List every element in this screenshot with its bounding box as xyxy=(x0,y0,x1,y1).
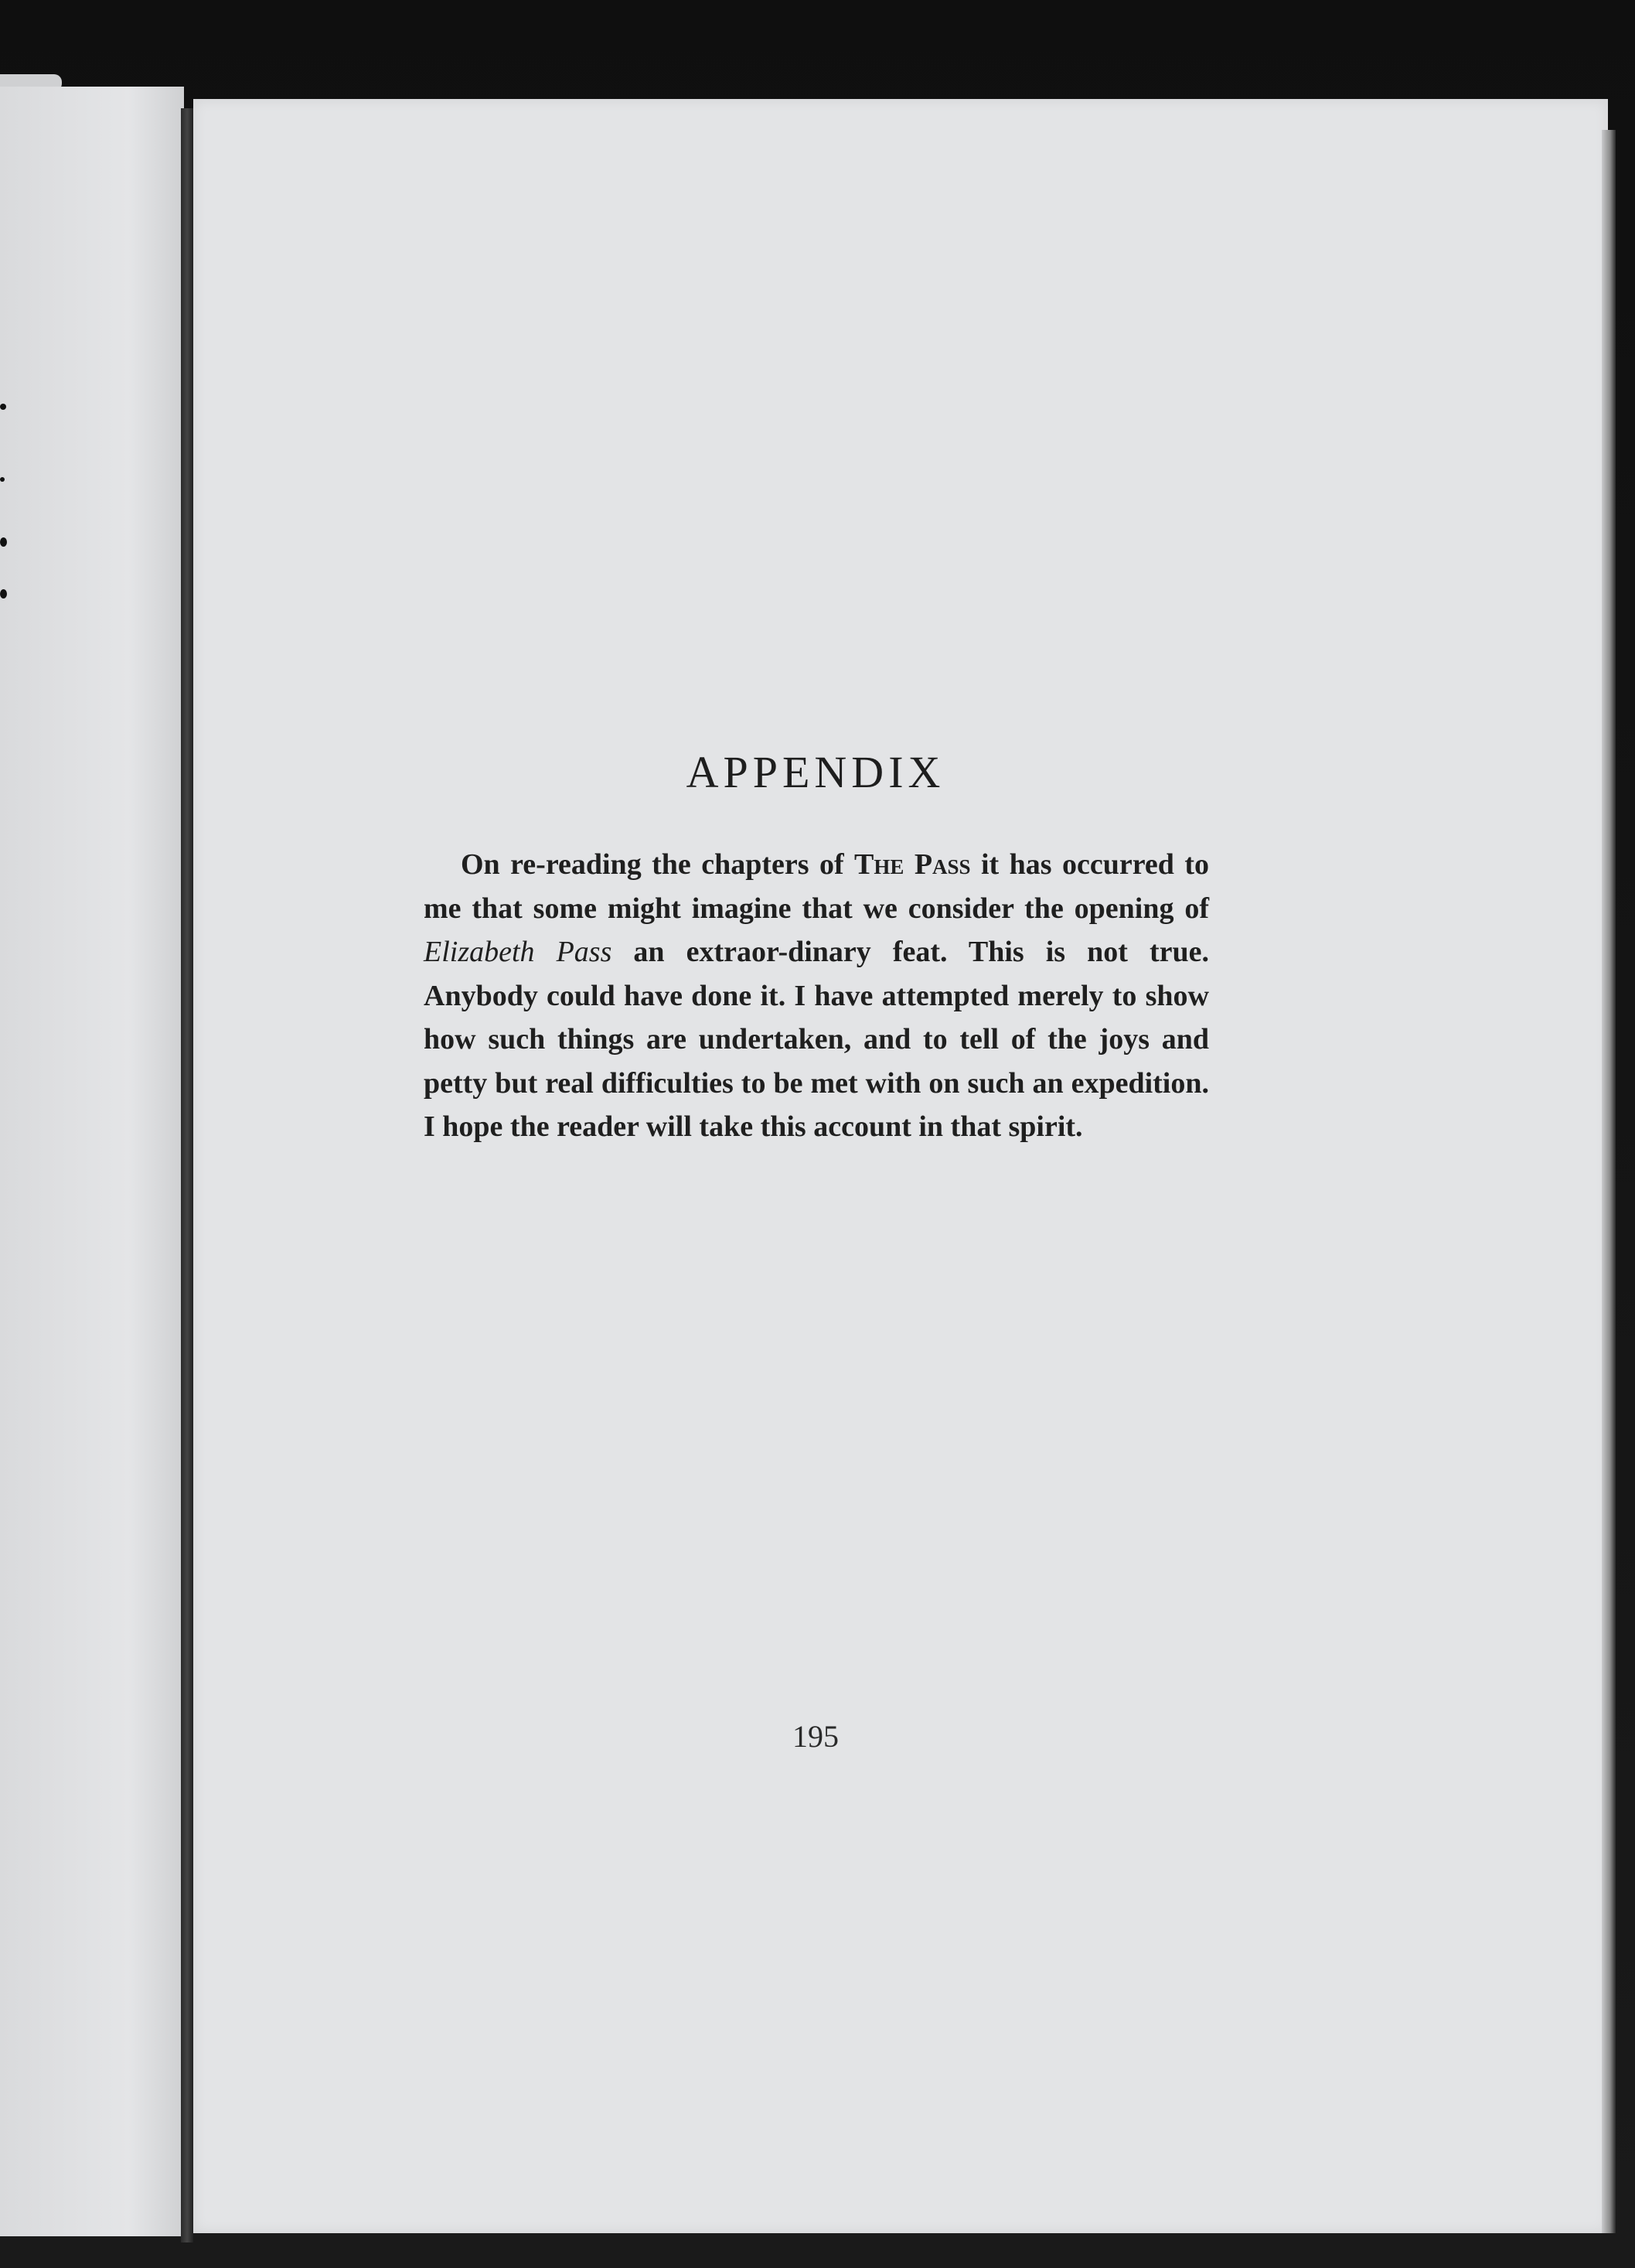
appendix-paragraph xyxy=(424,843,1209,1149)
page-right-edge xyxy=(1602,130,1616,2233)
book-title: The Pass xyxy=(854,848,971,881)
ink-speck xyxy=(0,537,7,547)
page-number: 195 xyxy=(792,1719,839,1754)
page-title: APPENDIX xyxy=(686,747,945,797)
pass-name: Elizabeth Pass xyxy=(424,936,612,968)
book-page xyxy=(193,99,1608,2233)
paragraph-text-1: On re-reading the chapters of xyxy=(461,848,855,881)
paragraph-text-3: an extraor-dinary feat. This is not true. Anybody could have done it. I have attempted merely to show how such things are undertaken, and to tell of the joys and petty but real difficulties to be met with on such an expedition. I hope the reader will take this account in that spirit. xyxy=(424,936,1209,1143)
ink-speck xyxy=(0,477,5,482)
paragraph-text-2: it has occurred to me that some might imagine that we consider the opening of xyxy=(424,848,1209,925)
ink-speck xyxy=(0,589,7,599)
previous-page xyxy=(0,87,184,2236)
book-binding xyxy=(181,108,193,2242)
ink-speck xyxy=(0,404,6,410)
